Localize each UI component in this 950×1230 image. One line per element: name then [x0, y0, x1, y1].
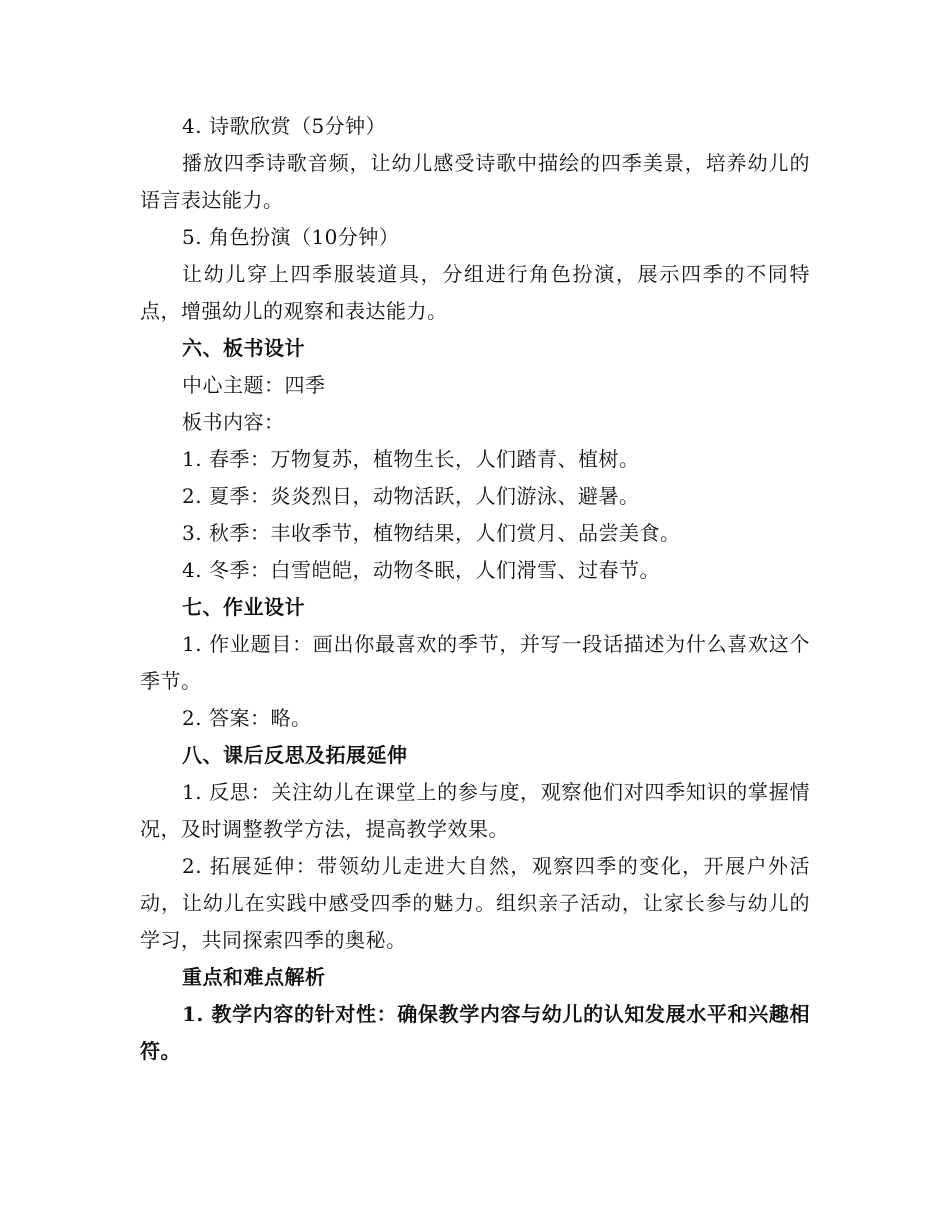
paragraph-poetry-description: 播放四季诗歌音频，让幼儿感受诗歌中描绘的四季美景，培养幼儿的语言表达能力。 — [140, 151, 810, 212]
paragraph-role-play-description: 让幼儿穿上四季服装道具，分组进行角色扮演，展示四季的不同特点，增强幼儿的观察和表达能力。 — [140, 262, 810, 323]
list-item-spring: 1. 春季：万物复苏，植物生长，人们踏青、植树。 — [182, 447, 640, 471]
paragraph-blackboard-content-label: 板书内容： — [182, 410, 285, 434]
section-heading-homework-design: 七、作业设计 — [182, 595, 305, 619]
list-item-poetry-appreciation: 4. 诗歌欣赏（5分钟） — [182, 114, 387, 138]
paragraph-central-theme: 中心主题：四季 — [182, 373, 326, 397]
list-item-extension: 2. 拓展延伸：带领幼儿走进大自然，观察四季的变化，开展户外活动，让幼儿在实践中感受四季的魅力。组织亲子活动，让家长参与幼儿的学习，共同探索四季的奥秘。 — [140, 854, 810, 952]
list-item-homework-answer: 2. 答案：略。 — [182, 706, 312, 730]
document-page — [140, 108, 810, 1070]
section-heading-blackboard-design: 六、板书设计 — [182, 336, 305, 360]
list-item-reflection: 1. 反思：关注幼儿在课堂上的参与度，观察他们对四季知识的掌握情况，及时调整教学方法，提高教学效果。 — [140, 780, 810, 841]
list-item-role-play: 5. 角色扮演（10分钟） — [182, 225, 400, 249]
section-heading-key-difficult-points: 重点和难点解析 — [182, 965, 326, 989]
list-item-autumn: 3. 秋季：丰收季节，植物结果，人们赏月、品尝美食。 — [182, 521, 681, 545]
section-heading-reflection-extension: 八、课后反思及拓展延伸 — [182, 743, 408, 767]
list-item-homework-topic: 1. 作业题目：画出你最喜欢的季节，并写一段话描述为什么喜欢这个季节。 — [140, 632, 810, 693]
list-item-content-relevance: 1. 教学内容的针对性：确保教学内容与幼儿的认知发展水平和兴趣相符。 — [140, 1002, 810, 1063]
list-item-winter: 4. 冬季：白雪皑皑，动物冬眠，人们滑雪、过春节。 — [182, 558, 660, 582]
list-item-summer: 2. 夏季：炎炎烈日，动物活跃，人们游泳、避暑。 — [182, 484, 640, 508]
